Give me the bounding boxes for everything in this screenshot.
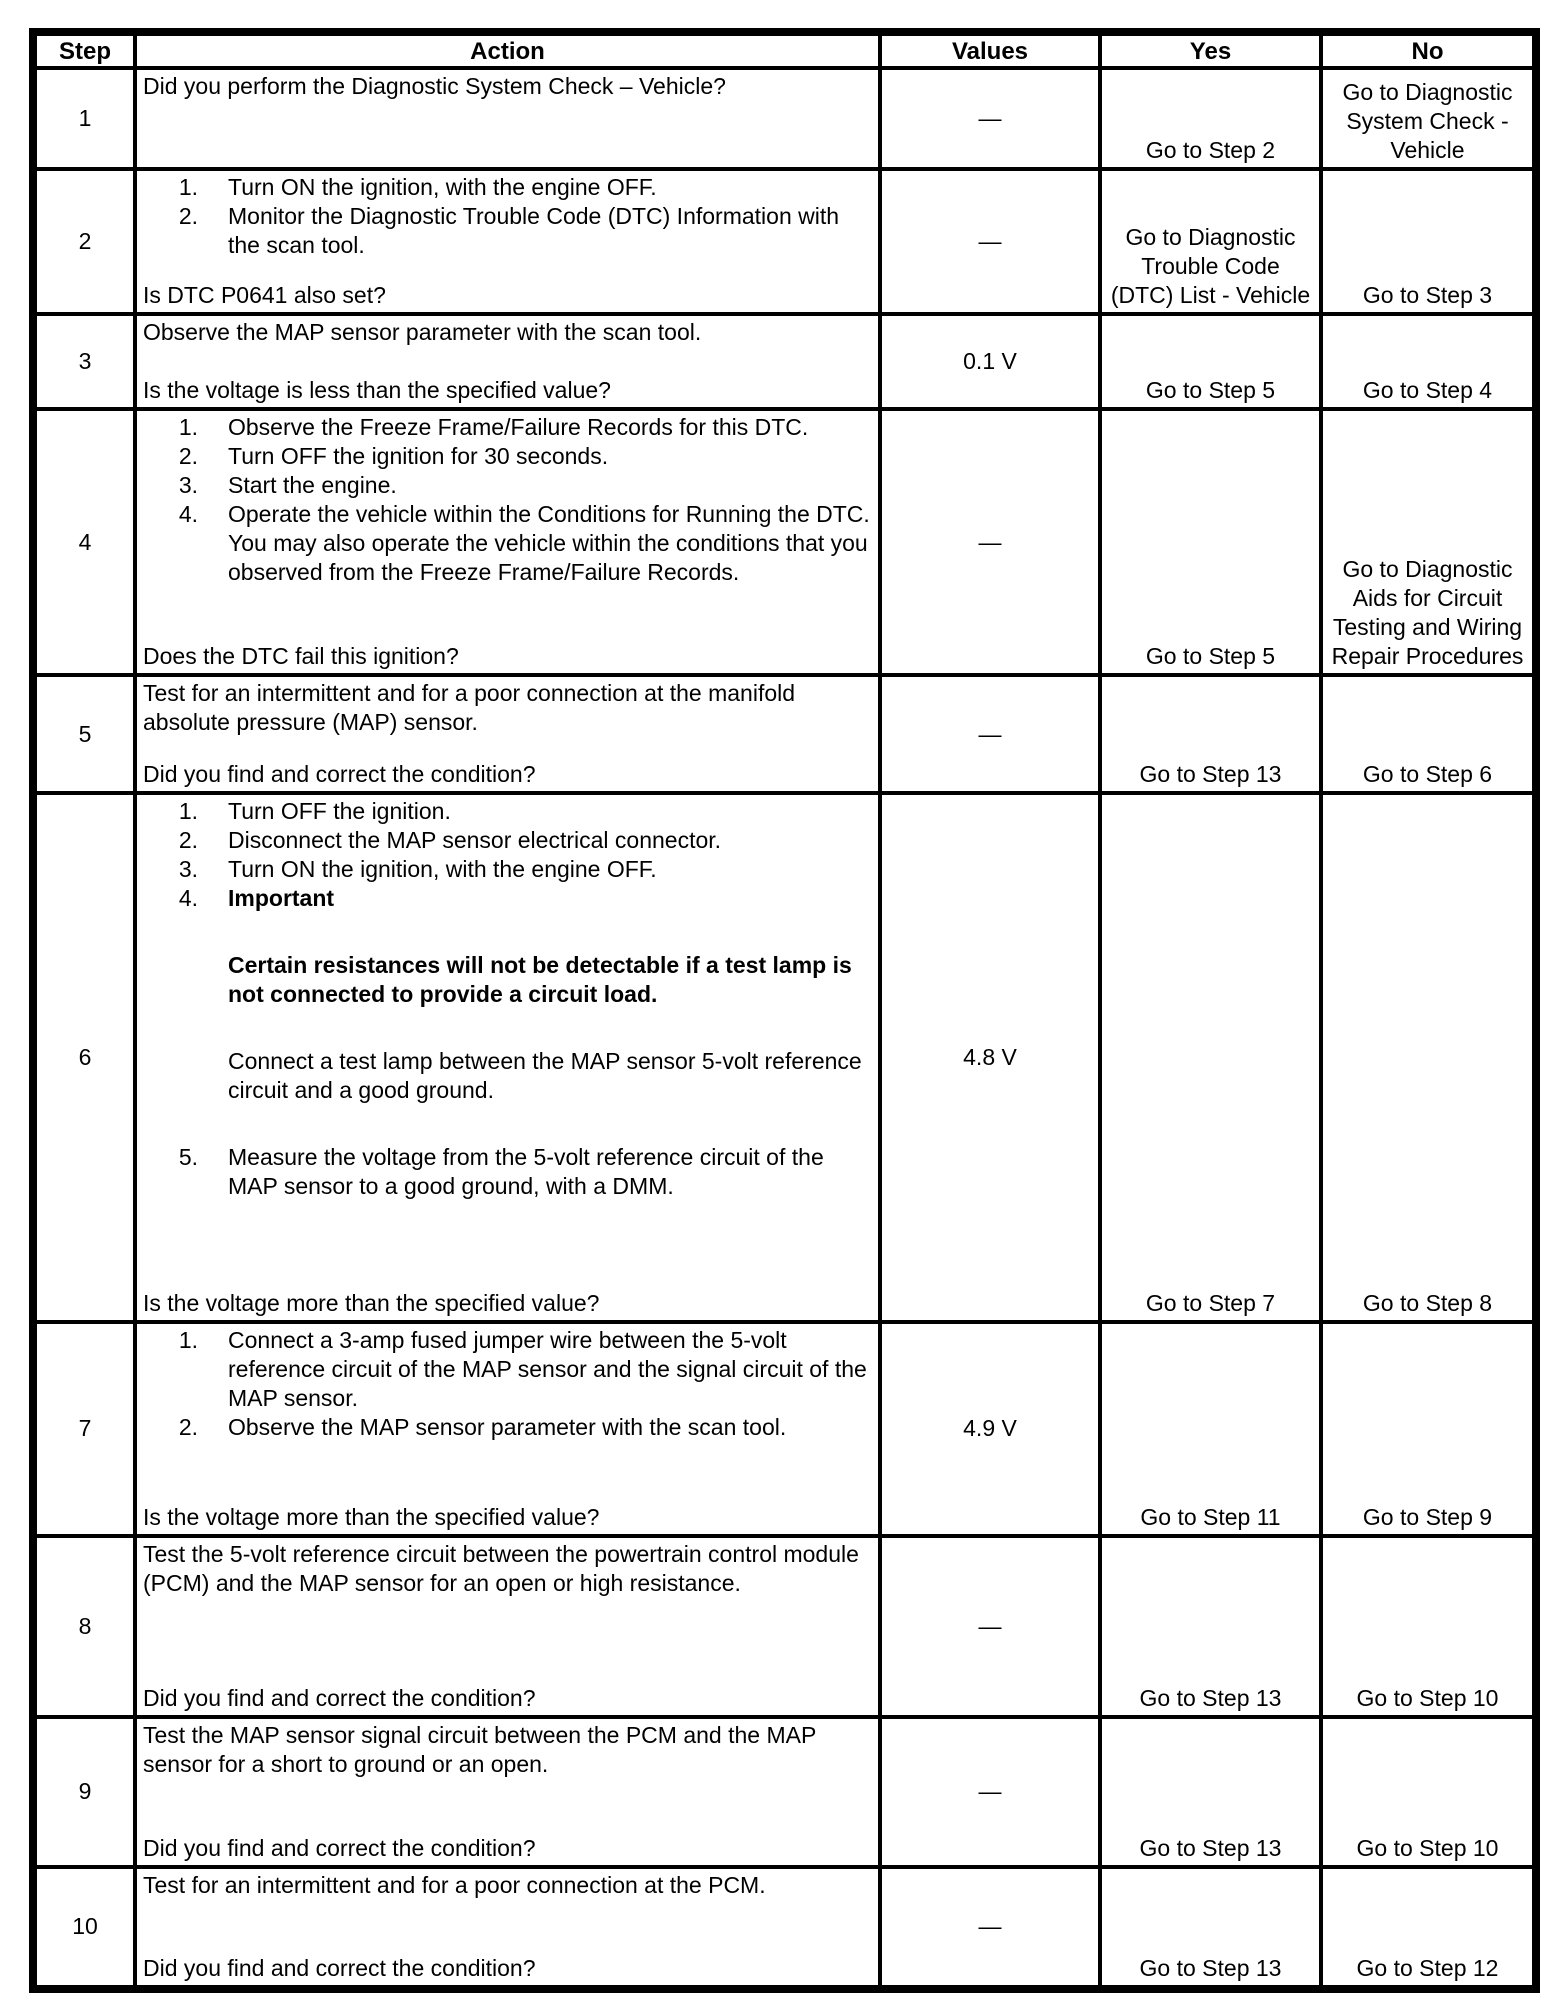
table-row-step-10 <box>35 1867 1534 1987</box>
list-item: 1. Observe the Freeze Frame/Failure Records for this DTC. <box>178 414 809 441</box>
table-row-step-3 <box>35 314 1534 409</box>
no-cell: Go to Diagnostic System Check - Vehicle <box>1321 68 1534 169</box>
action-cell <box>135 675 880 793</box>
list-item: 2. Observe the MAP sensor parameter with the scan tool. <box>178 1413 787 1440</box>
list-item: 2. Disconnect the MAP sensor electrical connector. <box>178 827 722 854</box>
value-cell: — <box>880 409 1100 675</box>
action-question: Did you find and correct the condition? <box>143 761 536 788</box>
action-question: Did you find and correct the condition? <box>143 1684 536 1711</box>
step-number: 9 <box>35 1717 135 1867</box>
step-number: 6 <box>35 793 135 1322</box>
action-intro: Test the 5-volt reference circuit between the powertrain control module (PCM) and the MAP sensor for an open or high resistance. <box>143 1540 859 1596</box>
step-number: 3 <box>35 314 135 409</box>
table-row-step-8 <box>35 1536 1534 1717</box>
step-number: 1 <box>35 68 135 169</box>
action-list <box>143 413 874 587</box>
header-row <box>35 34 1534 68</box>
action-cell <box>135 314 880 409</box>
value-cell: 4.9 V <box>880 1322 1100 1536</box>
yes-cell: Go to Step 2 <box>1100 68 1321 169</box>
yes-cell: Go to Diagnostic Trouble Code (DTC) List - Vehicle <box>1100 169 1321 314</box>
list-item: 2. Monitor the Diagnostic Trouble Code (DTC) Information with the scan tool. <box>178 203 840 259</box>
no-cell: Go to Step 12 <box>1321 1867 1534 1987</box>
action-question: Is the voltage more than the specified value? <box>143 1503 600 1530</box>
list-item: 4. Operate the vehicle within the Conditions for Running the DTC. You may also operate the vehicle within the conditions that you observed from the Freeze Frame/Failure Records. <box>178 501 870 586</box>
value-cell: — <box>880 675 1100 793</box>
no-cell: Go to Step 3 <box>1321 169 1534 314</box>
action-cell <box>135 1322 880 1536</box>
action-cell <box>135 793 880 1322</box>
no-cell: Go to Diagnostic Aids for Circuit Testing and Wiring Repair Procedures <box>1321 409 1534 675</box>
value-cell: — <box>880 1536 1100 1717</box>
value-cell: — <box>880 169 1100 314</box>
header-values: Values <box>880 34 1100 68</box>
value-cell: — <box>880 68 1100 169</box>
header-yes: Yes <box>1100 34 1321 68</box>
action-intro: Test for an intermittent and for a poor connection at the manifold absolute pressure (MAP) sensor. <box>143 680 796 736</box>
header-step: Step <box>35 34 135 68</box>
list-item: 1. Turn ON the ignition, with the engine OFF. <box>178 174 657 201</box>
yes-cell: Go to Step 13 <box>1100 1717 1321 1867</box>
action-list <box>143 1326 874 1442</box>
step-number: 2 <box>35 169 135 314</box>
list-item: 2. Turn OFF the ignition for 30 seconds. <box>178 443 609 470</box>
yes-cell: Go to Step 13 <box>1100 1867 1321 1987</box>
action-list <box>143 173 874 260</box>
action-cell <box>135 68 880 169</box>
no-cell: Go to Step 10 <box>1321 1717 1534 1867</box>
action-question: Did you find and correct the condition? <box>143 1834 536 1861</box>
list-item: 1. Connect a 3-amp fused jumper wire between the 5-volt reference circuit of the MAP sensor and the signal circuit of the MAP sensor. <box>178 1326 867 1411</box>
action-intro: Test the MAP sensor signal circuit between the PCM and the MAP sensor for a short to ground or an open. <box>143 1721 816 1777</box>
yes-cell: Go to Step 11 <box>1100 1322 1321 1536</box>
step-number: 5 <box>35 675 135 793</box>
header-no: No <box>1321 34 1534 68</box>
no-cell: Go to Step 8 <box>1321 793 1534 1322</box>
action-intro: Did you perform the Diagnostic System Check – Vehicle? <box>143 73 726 99</box>
action-question: Is the voltage is less than the specified value? <box>143 377 611 404</box>
list-item: 3. Turn ON the ignition, with the engine OFF. <box>178 856 657 883</box>
yes-cell: Go to Step 13 <box>1100 1536 1321 1717</box>
step-number: 8 <box>35 1536 135 1717</box>
table-row-step-5 <box>35 675 1534 793</box>
diagnostic-table-sheet <box>29 28 1540 1993</box>
yes-cell: Go to Step 5 <box>1100 314 1321 409</box>
action-question: Is the voltage more than the specified value? <box>143 1289 600 1316</box>
step-number: 7 <box>35 1322 135 1536</box>
action-cell <box>135 169 880 314</box>
list-item: 3. Start the engine. <box>178 472 397 499</box>
table-row-step-9 <box>35 1717 1534 1867</box>
step-number: 10 <box>35 1867 135 1987</box>
no-cell: Go to Step 9 <box>1321 1322 1534 1536</box>
yes-cell: Go to Step 5 <box>1100 409 1321 675</box>
value-cell: 0.1 V <box>880 314 1100 409</box>
action-cell <box>135 1536 880 1717</box>
no-cell: Go to Step 10 <box>1321 1536 1534 1717</box>
no-cell: Go to Step 6 <box>1321 675 1534 793</box>
diagnostic-table <box>33 32 1536 1989</box>
value-cell: 4.8 V <box>880 793 1100 1322</box>
table-row-step-7 <box>35 1322 1534 1536</box>
table-row-step-1 <box>35 68 1534 169</box>
value-cell: — <box>880 1867 1100 1987</box>
list-item: 4. Important <box>178 885 335 912</box>
header-action: Action <box>135 34 880 68</box>
action-list <box>143 797 874 913</box>
list-item: 5. Measure the voltage from the 5-volt reference circuit of the MAP sensor to a good ground, with a DMM. <box>178 1144 824 1200</box>
action-question: Did you find and correct the condition? <box>143 1955 536 1981</box>
action-cell <box>135 409 880 675</box>
action-intro: Test for an intermittent and for a poor connection at the PCM. <box>143 1871 766 1898</box>
sub-instruction: Connect a test lamp between the MAP sensor 5-volt reference circuit and a good ground. <box>228 1048 862 1104</box>
table-row-step-6 <box>35 793 1534 1322</box>
important-note: Certain resistances will not be detectable if a test lamp is not connected to provide a circuit load. <box>228 952 852 1008</box>
value-cell: — <box>880 1717 1100 1867</box>
action-intro: Observe the MAP sensor parameter with the scan tool. <box>143 319 702 346</box>
yes-cell: Go to Step 7 <box>1100 793 1321 1322</box>
table-row-step-4 <box>35 409 1534 675</box>
list-item: 1. Turn OFF the ignition. <box>178 798 451 825</box>
yes-cell: Go to Step 13 <box>1100 675 1321 793</box>
no-cell: Go to Step 4 <box>1321 314 1534 409</box>
action-cell <box>135 1717 880 1867</box>
action-cell <box>135 1867 880 1987</box>
step-number: 4 <box>35 409 135 675</box>
action-question: Does the DTC fail this ignition? <box>143 643 459 670</box>
action-question: Is DTC P0641 also set? <box>143 282 386 309</box>
table-row-step-2 <box>35 169 1534 314</box>
